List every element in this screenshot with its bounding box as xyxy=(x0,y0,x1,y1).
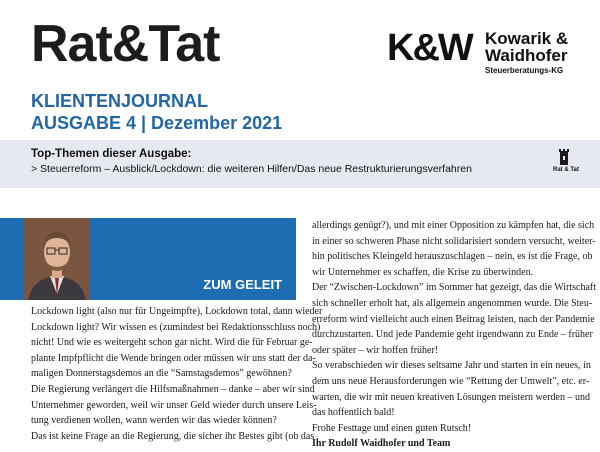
article-line: plante Impfpflicht die Wende bringen oder müssen wir uns statt der da- xyxy=(31,352,316,364)
section-title: ZUM GELEIT xyxy=(203,277,282,292)
article-line: wir Unternehmer es schaffen, die Krise zu überwinden. xyxy=(312,266,534,278)
article-line: oder später – wir hoffen früher! xyxy=(312,344,439,356)
topics-heading: Top-Themen dieser Ausgabe: xyxy=(31,148,192,160)
topics-bar xyxy=(0,140,600,188)
article-line: dem uns neue Herausforderungen wie “Rettung der Umwelt”, etc. er- xyxy=(312,375,590,387)
logo-subtitle: Steuerberatungs-KG xyxy=(485,66,564,75)
article-line: hin politisches Kleingeld herauszuschlagen – nein, es ist die Frage, ob xyxy=(312,251,593,263)
journal-title: KLIENTENJOURNAL xyxy=(31,91,209,111)
article-line: erreform wird vielleicht auch einen Beitrag leisten, nach der Pandemie xyxy=(312,313,595,325)
article-column-left xyxy=(31,304,323,444)
logo-name-line1: Kowarik & xyxy=(485,29,569,48)
journal-heading xyxy=(31,90,282,134)
topics-list: > Steuerreform – Ausblick/Lockdown: die weiteren Hilfen/Das neue Restrukturierungsverfahren xyxy=(31,163,472,175)
brand-title: Rat&Tat xyxy=(31,15,220,73)
article-line: sich schneller erholt hat, als allgemein angenommen wurde. Die Steu- xyxy=(312,297,593,309)
article-line: Lockdown light (also nur für Ungeimpfte), Lockdown total, dann wieder xyxy=(31,306,323,317)
article-line: maligen Donnerstagsdemos an die “Samstagsdemos” gewöhnen? xyxy=(31,368,292,380)
editorial-header xyxy=(0,218,296,300)
article-line: das hoffentlich bald! xyxy=(312,407,395,419)
article-line: allerdings genügt?), und mit einer Opposition zu kämpfen hat, die sich xyxy=(312,220,595,231)
article-line: Lockdown light? Wir wissen es (zumindest bei Redaktionsschluss noch) xyxy=(31,321,321,333)
logo-name-line2: Waidhofer xyxy=(485,46,568,65)
article-line: Der “Zwischen-Lockdown” im Sommer hat gezeigt, das die Wirtschaft xyxy=(312,282,597,294)
article-line: Das ist keine Frage an die Regierung, die sicher ihr Bestes gibt (ob das xyxy=(31,430,315,442)
article-line: Frohe Festtage und einen guten Rutsch! xyxy=(312,422,472,434)
tower-icon xyxy=(559,147,569,165)
author-portrait xyxy=(24,218,90,300)
article-line: Die Regierung verlängert die Hilfsmaßnahmen – danke – aber wir sind xyxy=(31,383,315,395)
signature: Ihr Rudolf Waidhofer und Team xyxy=(312,438,451,450)
issue-label: AUSGABE 4 | Dezember 2021 xyxy=(31,113,283,133)
badge-label: Rat & Tat xyxy=(553,167,579,173)
article-column-right xyxy=(312,218,597,452)
article-line: durchzustarten. Und jede Pandemie geht irgendwann zu Ende – früher xyxy=(312,329,593,341)
article-line: warten, die wir mit neuen kreativen Lösungen meistern werden – und xyxy=(312,391,590,403)
article-line: So verabschieden wir dieses seltsame Jahr und starten in ein neues, in xyxy=(312,360,591,372)
logo-name xyxy=(485,30,568,64)
logo-mark: K&W xyxy=(387,27,472,69)
article-line: in einer so schweren Phase nicht solidarisiert sondern versucht, weiter- xyxy=(312,235,596,247)
masthead xyxy=(0,0,600,140)
article-line: nicht! Und wie es weitergeht schon gar nicht. Wird die für Februar ge- xyxy=(31,337,313,349)
article-line: tung verdienen wollen, wann werden wir das wieder können? xyxy=(31,415,277,427)
article-line: Unternehmer geworden, weil wir unser Geld wieder durch unsere Leis- xyxy=(31,399,317,411)
rat-tat-badge xyxy=(553,147,579,183)
